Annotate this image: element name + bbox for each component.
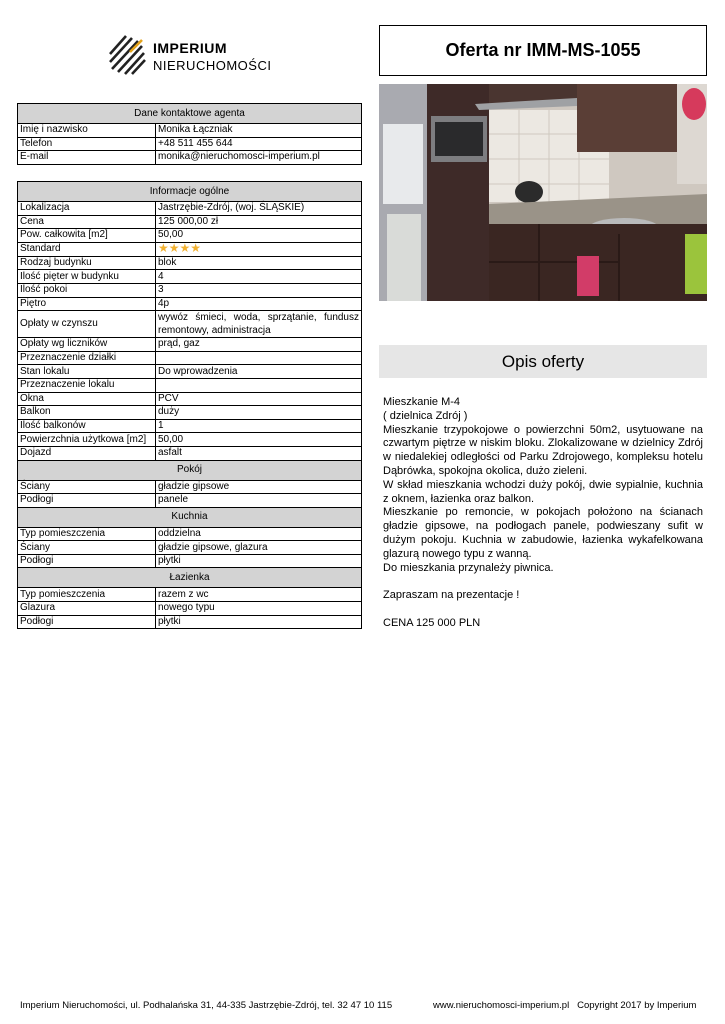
table-row bbox=[18, 602, 362, 616]
row-label: Typ pomieszczenia bbox=[18, 588, 156, 602]
standard-rating bbox=[156, 242, 362, 256]
row-value: panele bbox=[156, 494, 362, 508]
description-paragraph: Mieszkanie po remoncie, w pokojach położono na ścianach gładzie gipsowe, na podłogach panele, podwieszany sufit w dużym pokoju. Kuchnia w zabudowie, łazienka wykafelkowana glazurą nowego typu z wanną. bbox=[383, 506, 703, 560]
row-value: gładzie gipsowe, glazura bbox=[156, 541, 362, 555]
row-label: Ilość pięter w budynku bbox=[18, 270, 156, 284]
description-body bbox=[383, 396, 703, 631]
table-row bbox=[18, 378, 362, 392]
row-value: 1 bbox=[156, 419, 362, 433]
table-row bbox=[18, 202, 362, 216]
row-label: Ilość balkonów bbox=[18, 419, 156, 433]
row-label: Typ pomieszczenia bbox=[18, 527, 156, 541]
row-label: Telefon bbox=[18, 137, 156, 151]
row-label: Imię i nazwisko bbox=[18, 124, 156, 138]
description-paragraph: CENA 125 000 PLN bbox=[383, 617, 481, 630]
star-icon: ★ bbox=[179, 240, 191, 255]
table-row bbox=[18, 406, 362, 420]
row-value: 50,00 bbox=[156, 229, 362, 243]
star-icon: ★ bbox=[168, 240, 180, 255]
row-label: Podłogi bbox=[18, 494, 156, 508]
row-value: wywóz śmieci, woda, sprzątanie, fundusz remontowy, administracja bbox=[156, 311, 362, 338]
table-row bbox=[18, 151, 362, 165]
row-label: Powierzchnia użytkowa [m2] bbox=[18, 433, 156, 447]
row-label: Cena bbox=[18, 215, 156, 229]
row-label: Standard bbox=[18, 242, 156, 256]
table-row bbox=[18, 338, 362, 352]
row-label: Opłaty w czynszu bbox=[18, 311, 156, 338]
row-value: monika@nieruchomosci-imperium.pl bbox=[156, 151, 362, 165]
row-value: Monika Łączniak bbox=[156, 124, 362, 138]
row-value: oddzielna bbox=[156, 527, 362, 541]
general-table-header: Informacje ogólne bbox=[18, 182, 362, 202]
table-row bbox=[18, 242, 362, 256]
row-label: Ściany bbox=[18, 480, 156, 494]
room-section-header: Łazienka bbox=[18, 568, 362, 588]
logo-line2: NIERUCHOMOŚCI bbox=[153, 58, 272, 73]
offer-title: Oferta nr IMM-MS-1055 bbox=[379, 25, 707, 76]
table-row bbox=[18, 494, 362, 508]
row-value: razem z wc bbox=[156, 588, 362, 602]
row-label: Stan lokalu bbox=[18, 365, 156, 379]
row-label: Rodzaj budynku bbox=[18, 256, 156, 270]
table-row bbox=[18, 588, 362, 602]
row-value: 4 bbox=[156, 270, 362, 284]
logo-icon bbox=[108, 32, 148, 76]
room-section-header: Kuchnia bbox=[18, 507, 362, 527]
row-value: nowego typu bbox=[156, 602, 362, 616]
table-row bbox=[18, 297, 362, 311]
row-value: prąd, gaz bbox=[156, 338, 362, 352]
table-row bbox=[18, 527, 362, 541]
table-row bbox=[18, 554, 362, 568]
row-label: Ilość pokoi bbox=[18, 283, 156, 297]
table-row bbox=[18, 270, 362, 284]
table-row bbox=[18, 256, 362, 270]
row-value: PCV bbox=[156, 392, 362, 406]
row-value: 3 bbox=[156, 283, 362, 297]
row-label: Okna bbox=[18, 392, 156, 406]
row-label: Dojazd bbox=[18, 446, 156, 460]
row-value: asfalt bbox=[156, 446, 362, 460]
table-row bbox=[18, 124, 362, 138]
footer-address: Imperium Nieruchomości, ul. Podhalańska 31, 44-335 Jastrzębie-Zdrój, tel. 32 47 10 115 bbox=[20, 1000, 393, 1011]
table-row bbox=[18, 480, 362, 494]
table-row bbox=[18, 215, 362, 229]
general-info-table bbox=[17, 181, 362, 629]
table-row bbox=[18, 392, 362, 406]
table-row bbox=[18, 446, 362, 460]
table-row bbox=[18, 137, 362, 151]
row-label: Podłogi bbox=[18, 615, 156, 629]
row-value: 50,00 bbox=[156, 433, 362, 447]
description-paragraph: Mieszkanie trzypokojowe o powierzchni 50m2, usytuowane na czwartym piętrze w niskim bloku. Zlokalizowane w dzielnicy Zdrój w niedalekiej odległości od Parku Zdrojowego, kompleksu hotelu Dąbrówka, spokojna okolica, dużo zieleni. bbox=[383, 423, 703, 477]
agent-table bbox=[17, 103, 362, 165]
description-paragraph: W skład mieszkania wchodzi duży pokój, dwie sypialnie, kuchnia z oknem, łazienka oraz balkon. bbox=[383, 478, 703, 505]
row-value: Jastrzębie-Zdrój, (woj. ŚLĄSKIE) bbox=[156, 202, 362, 216]
row-label: Przeznaczenie lokalu bbox=[18, 378, 156, 392]
row-value: blok bbox=[156, 256, 362, 270]
row-label: Glazura bbox=[18, 602, 156, 616]
row-label: Opłaty wg liczników bbox=[18, 338, 156, 352]
table-row bbox=[18, 433, 362, 447]
table-row bbox=[18, 311, 362, 338]
star-icon: ★ bbox=[158, 240, 169, 255]
description-title: Opis oferty bbox=[379, 345, 707, 378]
property-photo bbox=[379, 84, 707, 301]
description-paragraph: Do mieszkania przynależy piwnica. bbox=[383, 561, 554, 574]
description-paragraph: Zapraszam na prezentacje ! bbox=[383, 589, 520, 602]
row-value: Do wprowadzenia bbox=[156, 365, 362, 379]
row-label: Lokalizacja bbox=[18, 202, 156, 216]
row-value: 4p bbox=[156, 297, 362, 311]
row-value: płytki bbox=[156, 554, 362, 568]
row-value: +48 511 455 644 bbox=[156, 137, 362, 151]
row-value bbox=[156, 351, 362, 365]
description-paragraph: ( dzielnica Zdrój ) bbox=[383, 409, 468, 422]
row-label: Balkon bbox=[18, 406, 156, 420]
logo-line1: IMPERIUM bbox=[153, 40, 227, 56]
kitchen-photo bbox=[379, 84, 707, 301]
room-section-header: Pokój bbox=[18, 460, 362, 480]
star-icon: ★ bbox=[190, 240, 202, 255]
row-value: płytki bbox=[156, 615, 362, 629]
row-value: 125 000,00 zł bbox=[156, 215, 362, 229]
description-paragraph: Mieszkanie M-4 bbox=[383, 396, 461, 408]
table-row bbox=[18, 351, 362, 365]
row-label: E-mail bbox=[18, 151, 156, 165]
table-row bbox=[18, 419, 362, 433]
table-row bbox=[18, 541, 362, 555]
company-logo bbox=[108, 30, 278, 78]
agent-table-header: Dane kontaktowe agenta bbox=[18, 104, 362, 124]
footer-website: www.nieruchomosci-imperium.pl Copyright 2017 by Imperium bbox=[433, 1000, 697, 1011]
row-label: Przeznaczenie działki bbox=[18, 351, 156, 365]
row-label: Pow. całkowita [m2] bbox=[18, 229, 156, 243]
table-row bbox=[18, 615, 362, 629]
row-label: Ściany bbox=[18, 541, 156, 555]
row-value: gładzie gipsowe bbox=[156, 480, 362, 494]
table-row bbox=[18, 365, 362, 379]
row-value: duży bbox=[156, 406, 362, 420]
row-label: Podłogi bbox=[18, 554, 156, 568]
row-value bbox=[156, 378, 362, 392]
row-label: Piętro bbox=[18, 297, 156, 311]
table-row bbox=[18, 283, 362, 297]
